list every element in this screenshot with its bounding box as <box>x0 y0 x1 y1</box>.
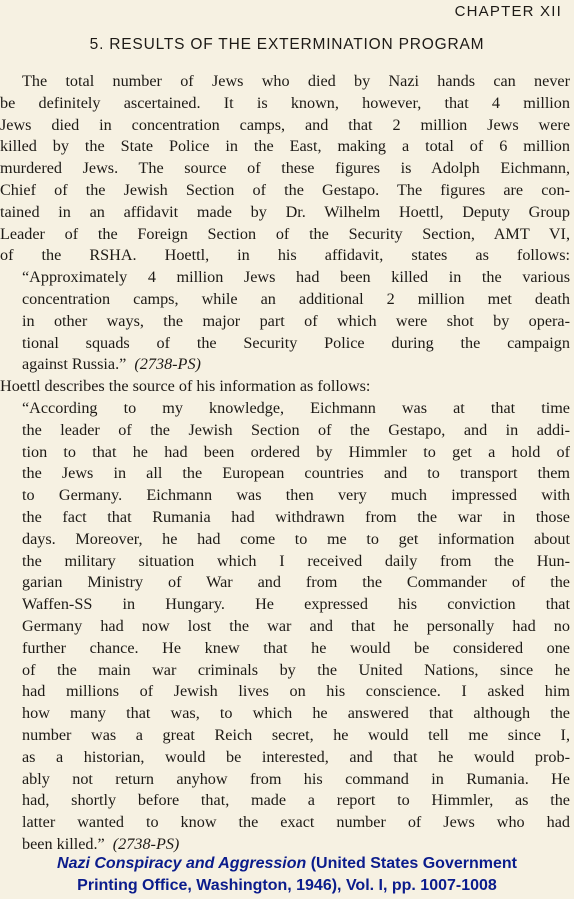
caption-line <box>0 853 574 875</box>
text-line: tained in an affidavit made by Dr. Wilhelm Hoettl, Deputy Group <box>0 202 570 221</box>
text-line: murdered Jews. The source of these figures is Adolph Eichmann, <box>0 159 570 178</box>
quote-line: the fact that Rumania had withdrawn from the war in those <box>22 507 570 526</box>
quote-line: the Jews in all the European countries and to transport them <box>22 464 570 483</box>
source-caption <box>0 853 574 897</box>
text-line: Leader of the Foreign Section of the Security Section, AMT VI, <box>0 224 570 243</box>
quote-line: to Germany. Eichmann was then very much impressed with <box>22 486 570 505</box>
document-citation: (2738-PS) <box>112 834 180 853</box>
quote-line: the military situation which I received daily from the Hun- <box>22 551 570 570</box>
text-line: killed by the State Police in the East, making a total of 6 million <box>0 137 570 156</box>
text-line: be definitely ascertained. It is known, however, that 4 million <box>0 93 570 112</box>
quote-line: days. Moreover, he had come to me to get information about <box>22 529 570 548</box>
quote-line: tional squads of the Security Police during the campaign <box>22 333 570 352</box>
quote-line: ably not return anyhow from his command in Rumania. He <box>22 769 570 788</box>
quote-line: had millions of Jewish lives on his conscience. I asked him <box>22 682 570 701</box>
caption-publisher: (United States Government <box>306 855 517 872</box>
document-body <box>0 71 574 856</box>
quote-line: garian Ministry of War and from the Commander of the <box>22 573 570 592</box>
quote-line: concentration camps, while an additional 2 million met death <box>22 289 570 308</box>
quote-line: in other ways, the major part of which were shot by opera- <box>22 311 570 330</box>
text-line: of the RSHA. Hoettl, in his affidavit, states as follows: <box>0 246 570 265</box>
quote-text: against Russia.” <box>22 355 127 374</box>
text-line: Jews died in concentration camps, and that 2 million Jews were <box>0 115 570 134</box>
text-line: The total number of Jews who died by Nazi hands can never <box>22 72 570 90</box>
quote-line: the leader of the Jewish Section of the Gestapo, and in addi- <box>22 420 570 439</box>
quote-line: how many that was, to which he answered that although the <box>22 704 570 723</box>
quote-line: “According to my knowledge, Eichmann was at that time <box>22 398 570 417</box>
quote-line: as a historian, would be interested, and that he would prob- <box>22 747 570 766</box>
quote-line: Waffen-SS in Hungary. He expressed his conviction that <box>22 595 570 614</box>
quote-line <box>0 354 574 376</box>
chapter-header: CHAPTER XII <box>454 3 562 20</box>
document-citation: (2738-PS) <box>134 355 201 374</box>
quote-line: of the main war criminals by the United Nations, since he <box>22 660 570 679</box>
quote-line: further chance. He knew that he would be considered one <box>22 638 570 657</box>
text-line: Hoettl describes the source of his information as follows: <box>0 377 371 396</box>
section-title: 5. RESULTS OF THE EXTERMINATION PROGRAM <box>89 36 485 53</box>
caption-line: Printing Office, Washington, 1946), Vol. I, pp. 1007-1008 <box>77 877 497 894</box>
caption-book-title: Nazi Conspiracy and Aggression <box>57 855 307 872</box>
quote-text: been killed.” <box>22 834 105 853</box>
quote-line: “Approximately 4 million Jews had been killed in the various <box>22 268 570 287</box>
quote-line: latter wanted to know the exact number of Jews who had <box>22 813 570 832</box>
quote-line: number was a great Reich secret, he would tell me since I, <box>22 725 570 744</box>
text-line: Chief of the Jewish Section of the Gestapo. The figures are con- <box>0 180 570 199</box>
quote-line: Germany had now lost the war and that he personally had no <box>22 616 570 635</box>
quote-line: tion to that he had been ordered by Himmler to get a hold of <box>22 442 570 461</box>
quote-line: had, shortly before that, made a report to Himmler, as the <box>22 791 570 810</box>
